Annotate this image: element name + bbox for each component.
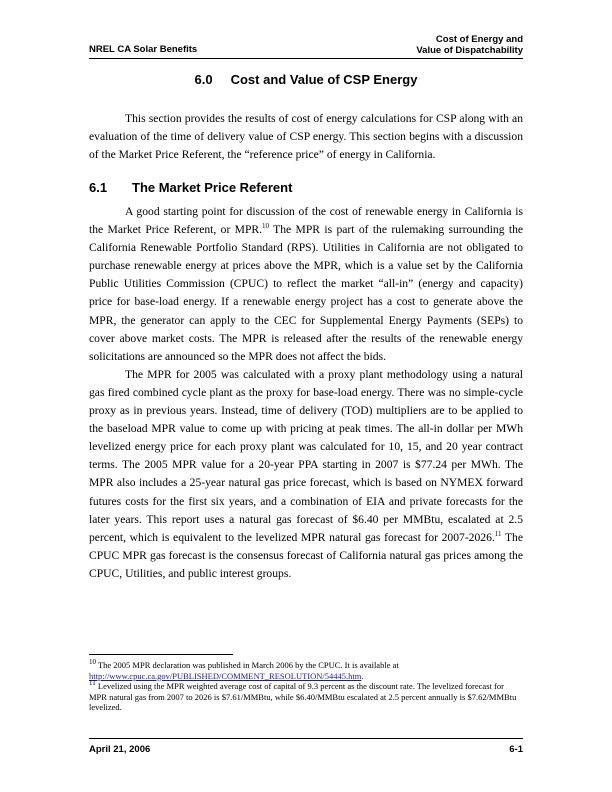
intro-block <box>89 110 523 164</box>
subsection-title: The Market Price Referent <box>132 180 293 195</box>
paragraph-1 <box>89 203 523 366</box>
footnote-10-text: The 2005 MPR declaration was published in March 2006 by the CPUC. It is available at <box>96 660 399 670</box>
header-right-line1: Cost of Energy and <box>435 34 523 45</box>
header-right-line2: Value of Dispatchability <box>416 45 523 56</box>
footer-date: April 21, 2006 <box>89 744 151 755</box>
footnote-rule <box>89 654 233 655</box>
footer-rule <box>89 738 523 739</box>
footnote-ref-11[interactable]: 11 <box>494 529 502 538</box>
footnote-10 <box>89 660 523 681</box>
footnote-11 <box>89 681 523 713</box>
subsection-heading <box>89 180 292 195</box>
paragraph-1-text-b: The MPR is part of the rulemaking surrounding the California Renewable Portfolio Standard (RPS). Utilities in California are not obligated to purchase renewable energy at prices above the MPR, which is a value set by the California Public Utilities Commission (CPUC) to reflect the market “all-in” (energy and capacity) price for base-load energy. If a renewable energy project has a cost to generate above the MPR, the generator can apply to the CEC for Supplemental Energy Payments (SEPs) to cover above market costs. The MPR is released after the results of the renewable energy solicitations are announced so the MPR does not affect the bids. <box>89 223 524 363</box>
footnotes <box>89 660 523 713</box>
footer-page-number: 6-1 <box>509 744 523 755</box>
subsection-number: 6.1 <box>89 180 108 195</box>
footnote-10-number: 10 <box>89 658 96 667</box>
header-rule <box>89 58 523 59</box>
section-number: 6.0 <box>194 72 213 87</box>
paragraph-2-text-b: The CPUC MPR gas forecast is the consensus forecast of California natural gas prices among the CPUC, Utilities, and public interest groups. <box>89 530 523 580</box>
footnote-10-end: . <box>361 670 364 681</box>
paragraph-1-text-a: A good starting point for discussion of the cost of renewable energy in California is the Market Price Referent, or MPR. <box>89 205 523 237</box>
paragraph-2-text-a: The MPR for 2005 was calculated with a proxy plant methodology using a natural gas fired combined cycle plant as the proxy for base-load energy. There was no simple-cycle proxy as in previous years. Instead, time of delivery (TOD) multipliers are to be applied to the baseload MPR value to come up with pricing at peak times. The all-in dollar per MWh levelized energy price for each proxy plant was calculated for 10, 15, and 20 year contract terms. The 2005 MPR value for a 20-year PPA starting in 2007 is $77.24 per MWh. The MPR also includes a 25-year natural gas price forecast, which is based on NYMEX forward futures costs for the first six years, and a combination of EIA and private forecasts for the later years. This report uses a natural gas forecast of $6.40 per MMBtu, escalated at 2.5 percent, which is equivalent to the levelized MPR natural gas forecast for 2007-2026. <box>89 367 523 544</box>
header-right <box>416 34 523 56</box>
footnote-10-link[interactable]: http://www.cpuc.ca.gov/PUBLISHED/COMMENT_RESOLUTION/54445.htm <box>89 670 362 681</box>
paragraph-2 <box>89 366 523 583</box>
main-text <box>89 203 523 583</box>
footnote-ref-10[interactable]: 10 <box>262 222 270 231</box>
intro-paragraph: This section provides the results of cost of energy calculations for CSP along with an evaluation of the time of delivery value of CSP energy. This section begins with a discussion of the Market Price Referent, the “reference price” of energy in California. <box>89 112 523 162</box>
header-left: NREL CA Solar Benefits <box>89 44 198 55</box>
footnote-11-text: Levelized using the MPR weighted average cost of capital of 9.3 percent as the discount rate. The levelized forecast for MPR natural gas from 2007 to 2026 is $7.61/MMBtu, while $6.40/MMBtu escalated at 2.5 percent annually is $7.62/MMBtu levelized. <box>89 681 517 712</box>
section-title: Cost and Value of CSP Energy <box>230 72 418 87</box>
footnote-11-number: 11 <box>89 679 96 688</box>
section-heading <box>0 72 612 87</box>
